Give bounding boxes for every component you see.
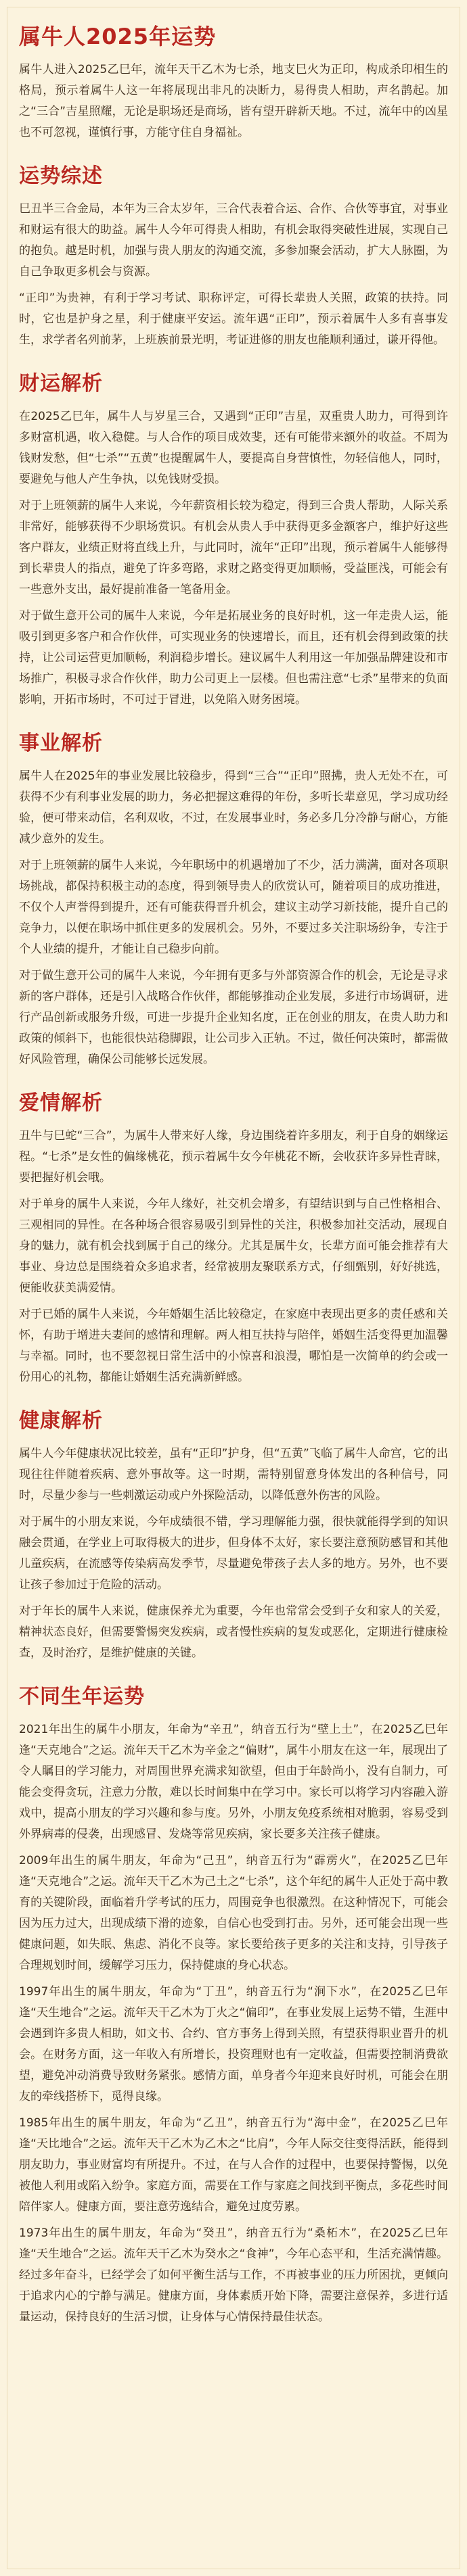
paragraph: 属牛人在2025年的事业发展比较稳步，得到“三合”“正印”照拂，贵人无处不在，可获得不少有利事业发展的助力，务必把握这难得的年份，多听长辈意见，学习成功经验，便可带来动信，名利双收，不过，在发展事业时，务必多几分冷静与耐心，方能减少意外的发生。 (19, 769, 448, 846)
paragraph: 对于属牛的小朋友来说，今年成绩很不错，学习理解能力强，很快就能得学到的知识融会贯通，在学业上可取得极大的进步，但身体不太好，家长要注意预防感冒和其他儿童疾病，在流感等传染病高发季节，尽量避免带孩子去人多的地方。另外，也不要让孩子参加过于危险的活动。 (19, 1515, 448, 1592)
paragraph: 对于已婚的属牛人来说，今年婚姻生活比较稳定，在家庭中表现出更多的责任感和关怀，有助于增进夫妻间的感情和理解。两人相互扶持与陪伴，婚姻生活变得更加温馨与幸福。同时，也不要忽视日常生活中的小惊喜和浪漫，哪怕是一次简单的约会或一份用心的礼物，都能让婚姻生活充满新鲜感。 (19, 1308, 448, 1384)
paragraph: 对于上班领薪的属牛人来说，今年职场中的机遇增加了不少，活力满满，面对各项职场挑战，都保持积极主动的态度，得到领导贵人的欣赏认可，随着项目的成功推进，不仅个人声誉得到提升，还有可能获得晋升机会，建议主动学习新技能，提升自己的竞争力，以便在职场中抓住更多的发展机会。另外，不要过多关注职场纷争，专注于个人业绩的提升，才能让自己稳步向前。 (19, 859, 448, 956)
section-heading: 健康解析 (19, 1409, 103, 1433)
paragraph: “正印”为贵神，有利于学习考试、职称评定，可得长辈贵人关照，政策的扶持。同时，它也是护身之星，利于健康平安运。流年遇“正印”，预示着属牛人多有喜事发生，求学者名列前茅，上班族前景光明，考证进修的朋友也能顺利通过，谦开得他。 (19, 291, 448, 347)
paragraph-1973: 1973年出生的属牛朋友，年命为“癸丑”，纳音五行为“桑柘木”，在2025乙巳年逢“天生地合”之运。流年天干乙木为癸水之“食神”，今年心态平和，生活充满情趣。经过多年奋斗，已经学会了如何平衡生活与工作，不再被事业的压力所困扰，更倾向于追求内心的宁静与满足。健康方面，身体素质开始下降，需要注意保养，多进行适量运动，保持良好的生活习惯，让身体与心情保持最佳状态。 (19, 2226, 448, 2324)
paragraph-2021: 2021年出生的属牛小朋友，年命为“辛丑”，纳音五行为“壁上土”，在2025乙巳年逢“天克地合”之运。流年天干乙木为辛金之“偏财”，属牛小朋友在这一年，展现出了令人瞩目的学习能力，对周围世界充满求知欲望，但由于年龄尚小，没有自制力，可能会变得贪玩，注意力分散，难以长时间集中在学习中。家长可以将学习内容融入游戏中，提高小朋友的学习兴趣和参与度。另外，小朋友免疫系统相对脆弱，容易受到外界病毒的侵袭，出现感冒、发烧等常见疾病，家长要多关注孩子健康。 (19, 1723, 448, 1841)
paragraph: 对于做生意开公司的属牛人来说，今年拥有更多与外部资源合作的机会，无论是寻求新的客户群体，还是引入战略合作伙伴，都能够推动企业发展，多进行市场调研，进行产品创新或服务升级，可进一步提升企业知名度，正在创业的朋友，在贵人助力和政策的倾斜下，也能很快站稳脚跟，让公司步入正轨。不过，做任何决策时，都需做好风险管理，确保公司能够长远发展。 (19, 969, 448, 1066)
paragraph: 对于上班领薪的属牛人来说，今年薪资相长较为稳定，得到三合贵人帮助，人际关系非常好，能够获得不少职场赏识。有机会从贵人手中获得更多金额客户，维护好这些客户群友，业绩正财将直线上升，与此同时，流年“正印”出现，预示着属牛人能够得到长辈贵人的指点，避免了许多弯路，求财之路变得更加顺畅，受益匪浅，可能会有一些意外支出，最好提前准备一笔备用金。 (19, 499, 448, 596)
paragraph: 在2025乙巳年，属牛人与岁星三合，又遇到“正印”吉星，双重贵人助力，可得到许多财富机遇，收入稳健。与人合作的项目成效斐，还有可能带来额外的收益。不周为钱财发愁，但“七杀”“五黄”也提醒属牛人，要提高自身营慎性，勿轻信他人，同时，要避免与他人产生争执，以免钱财受损。 (19, 410, 448, 486)
paragraph-2009: 2009年出生的属牛朋友，年命为“己丑”，纳音五行为“霹雳火”，在2025乙巳年逢“天克地合”之运。流年天干乙木为己土之“七杀”，这个年纪的属牛人正处于高中教育的关键阶段，面临着升学考试的压力，周围竞争也很激烈。在这种情况下，可能会因为压力过大，出现成绩下滑的迹象，自信心也受到打击。另外，还可能会出现一些健康问题，如失眠、焦虑、消化不良等。家长要给孩子更多的关注和支持，引导孩子合理规划时间，缓解学习压力，保持健康的身心状态。 (19, 1854, 448, 1972)
paragraph-1997: 1997年出生的属牛朋友，年命为“丁丑”，纳音五行为“涧下水”，在2025乙巳年逢“天生地合”之运。流年天干乙木为丁火之“偏印”，在事业发展上运势不错，生涯中会遇到许多贵人相助，如文书、合约、官方事务上得到关照，有望获得职业晋升的机会。在财务方面，这一年收入有所增长，投资理财也有一定收益，但需要控制消费欲望，避免冲动消费导致财务紧张。感情方面，单身者今年迎来良好时机，可能会在朋友的牵线搭桥下，觅得良缘。 (19, 1985, 448, 2103)
paragraph: 对于年长的属牛人来说，健康保养尤为重要，今年也常常会受到子女和家人的关爱，精神状态良好，但需要警惕突发疾病，或者慢性疾病的复发或恶化，定期进行健康检查，及时治疗，是维护健康的关键。 (19, 1604, 448, 1660)
section-love (19, 1091, 448, 1388)
section-wealth (19, 371, 448, 711)
paragraph: 对于做生意开公司的属牛人来说，今年是拓展业务的良好时机，这一年走贵人运，能吸引到更多客户和合作伙伴，可实现业务的快速增长，而且，还有机会得到政策的扶持，让公司运营更加顺畅，利润稳步增长。建议属牛人利用这一年加强品牌建设和市场推广，积极寻求合作伙伴，助力公司更上一层楼。但也需注意“七杀”星带来的负面影响，开拓市场时，不可过于冒进，以免陷入财务困境。 (19, 609, 448, 707)
paragraph: 丑牛与巳蛇“三合”，为属牛人带来好人缘，身边围绕着许多朋友，利于自身的姻缘运程。“七杀”是女性的偏缘桃花，预示着属牛女今年桃花不断，会收获许多异性青睐，要把握好机会哦。 (19, 1129, 448, 1185)
paragraph: 对于单身的属牛人来说，今年人缘好，社交机会增多，有望结识到与自己性格相合、三观相同的异性。在各种场合很容易吸引到异性的关注，积极参加社交活动，展现自身的魅力，就有机会找到属于自己的缘分。尤其是属牛女，长辈方面可能会推荐有大事业、身边总是围绕着众多追求者，经常被朋友聚联系方式，仔细甄别，好好挑选，便能收获美满爱情。 (19, 1197, 448, 1295)
section-career (19, 731, 448, 1070)
section-heading: 运势综述 (19, 164, 103, 188)
intro-paragraph: 属牛人进入2025乙巳年，流年天干乙木为七杀，地支巳火为正印，构成杀印相生的格局，预示着属牛人这一年将展现出非凡的决断力，易得贵人相助，声名鹊起。加之“三合”吉星照耀，无论是职场还是商场，皆有望开辟新天地。不过，流年中的凶星也不可忽视，谨慎行事，方能守住自身福祉。 (19, 63, 448, 139)
section-heading: 爱情解析 (19, 1091, 103, 1115)
section-heading: 不同生年运势 (19, 1685, 145, 1709)
section-birth-years (19, 1684, 448, 2328)
section-heading: 事业解析 (19, 732, 103, 755)
page-title: 属牛人2025年运势 (19, 24, 217, 49)
section-heading: 财运解析 (19, 372, 103, 396)
paragraph: 巳丑半三合金局，本年为三合太岁年，三合代表着合运、合作、合伙等事宜，对事业和财运有很大的助益。属牛人今年可得贵人相助，有机会取得突破性进展，实现自己的抱负。越是时机，加强与贵人朋友的沟通交流，多参加聚会活动，扩大人脉圈，为自己争取更多机会与资源。 (19, 202, 448, 279)
section-health (19, 1408, 448, 1664)
paragraph-1985: 1985年出生的属牛朋友，年命为“乙丑”，纳音五行为“海中金”，在2025乙巳年逢“天比地合”之运。流年天干乙木为乙木之“比肩”，今年人际交往变得活跃，能得到朋友助力，事业财富均有所提升。不过，在与人合作的过程中，也要保持警惕，以免被他人利用或陷入纷争。家庭方面，需要在工作与家庭之间找到平衡点，多花些时间陪伴家人。健康方面，要注意劳逸结合，避免过度劳累。 (19, 2116, 448, 2214)
section-overview (19, 164, 448, 351)
paragraph: 属牛人今年健康状况比较差，虽有“正印”护身，但“五黄”飞临了属牛人命宫，它的出现往往伴随着疾病、意外事故等。这一时期，需特别留意身体发出的各种信号，同时，尽量少参与一些刺激运动或户外探险活动，以降低意外伤害的风险。 (19, 1447, 448, 1502)
